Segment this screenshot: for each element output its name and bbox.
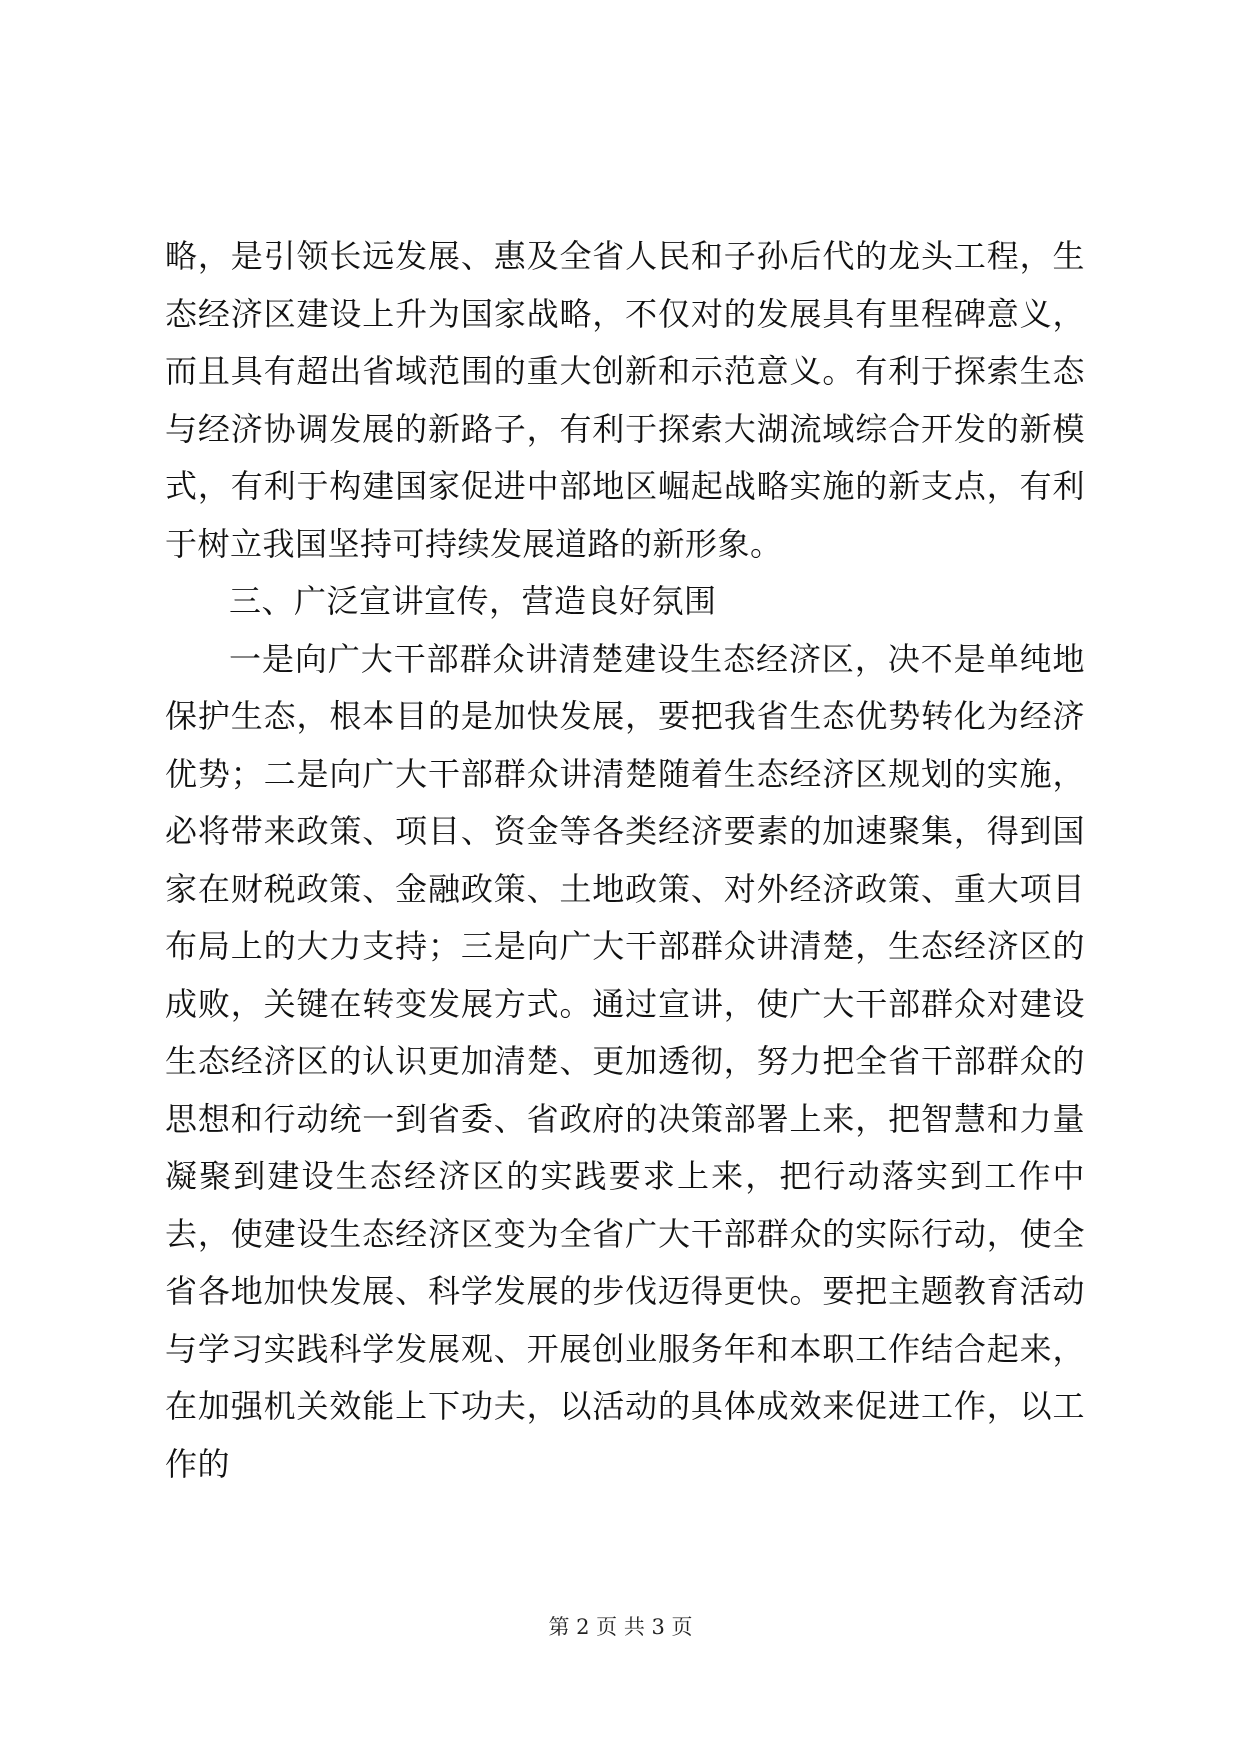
paragraph-2: 一是向广大干部群众讲清楚建设生态经济区，决不是单纯地保护生态，根本目的是加快发展，要把我省生态优势转化为经济优势；二是向广大干部群众讲清楚随着生态经济区规划的实施，必将带来政策、项目、资金等各类经济要素的加速聚集，得到国家在财税政策、金融政策、土地政策、对外经济政策、重大项目布局上的大力支持；三是向广大干部群众讲清楚，生态经济区的成败，关键在转变发展方式。通过宣讲，使广大干部群众对建设生态经济区的认识更加清楚、更加透彻，努力把全省干部群众的思想和行动统一到省委、省政府的决策部署上来，把智慧和力量凝聚到建设生态经济区的实践要求上来，把行动落实到工作中去，使建设生态经济区变为全省广大干部群众的实际行动，使全省各地加快发展、科学发展的步伐迈得更快。要把主题教育活动与学习实践科学发展观、开展创业服务年和本职工作结合起来，在加强机关效能上下功夫，以活动的具体成效来促进工作，以工作的	[165, 639, 1085, 1483]
page-footer: 第 2 页 共 3 页	[548, 1615, 693, 1639]
paragraph-1: 略，是引领长远发展、惠及全省人民和子孙后代的龙头工程，生态经济区建设上升为国家战略，不仅对的发展具有里程碑意义，而且具有超出省域范围的重大创新和示范意义。有利于探索生态与经济协调发展的新路子，有利于探索大湖流域综合开发的新模式，有利于构建国家促进中部地区崛起战略实施的新支点，有利于树立我国坚持可持续发展道路的新形象。	[165, 237, 1085, 563]
section-heading: 三、广泛宣讲宣传，营造良好氛围	[229, 582, 717, 620]
document-body	[165, 228, 1085, 1493]
